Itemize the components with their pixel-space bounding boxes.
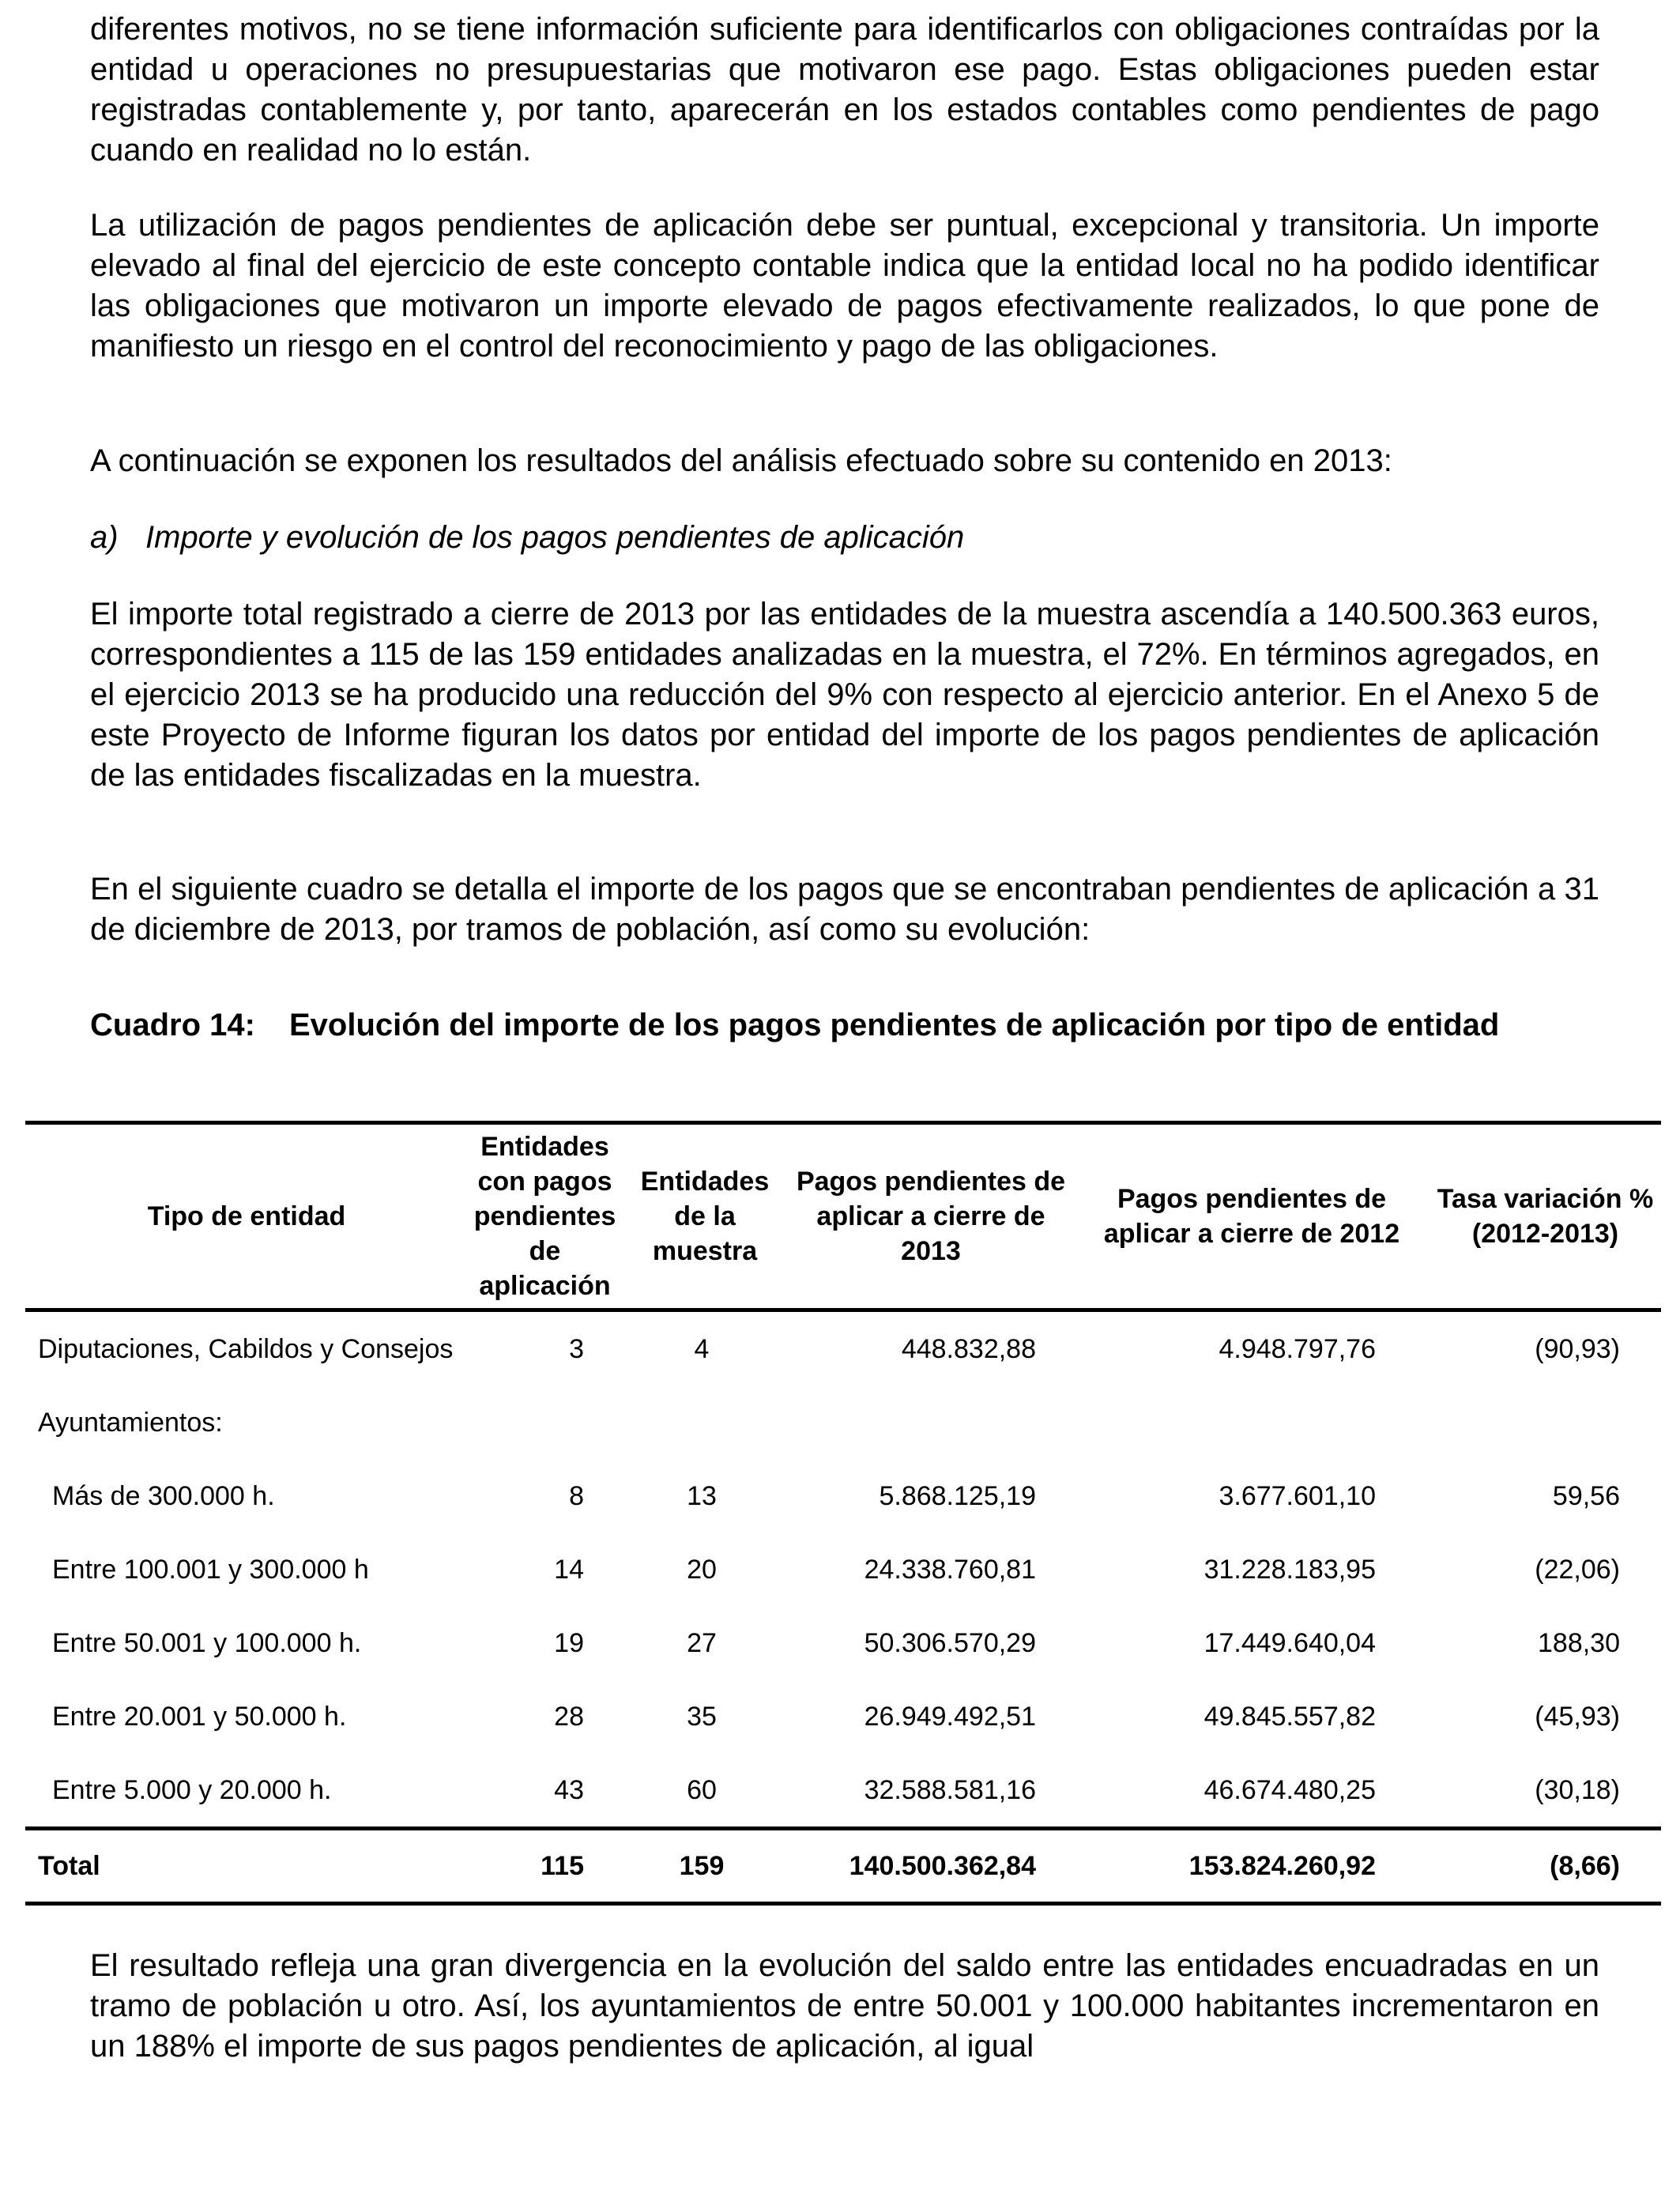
section-marker: a): [90, 520, 119, 555]
table-row: [25, 1310, 1661, 1386]
total-muestra: 159: [679, 1850, 725, 1881]
table-row: [25, 1459, 1661, 1532]
table-header-row: [25, 1123, 1661, 1310]
cell-pagos-2013: 5.868.125,19: [879, 1480, 1036, 1511]
cell-tasa: 188,30: [1538, 1627, 1620, 1658]
cell-pagos-2012: 49.845.557,82: [1203, 1701, 1376, 1732]
total-pagos-2012: 153.824.260,92: [1188, 1850, 1376, 1881]
cell-pagos-2012: [1074, 1385, 1430, 1459]
cell-con-pagos: 3: [569, 1333, 584, 1364]
cell-tasa: (22,06): [1535, 1554, 1620, 1585]
cell-con-pagos: 43: [554, 1774, 584, 1805]
table-row: [25, 1679, 1661, 1753]
table-total-row: [25, 1829, 1661, 1904]
cell-muestra: 27: [687, 1627, 717, 1658]
caption-label: Cuadro 14:: [90, 1008, 255, 1042]
table-container: [25, 1121, 1661, 1906]
header-pagos-2012: Pagos pendientes de aplicar a cierre de 2012: [1103, 1184, 1400, 1249]
cell-con-pagos: 8: [569, 1480, 584, 1511]
cell-tasa: (30,18): [1535, 1774, 1620, 1805]
cell-con-pagos: 14: [554, 1554, 584, 1585]
paragraph-utilizacion: La utilización de pagos pendientes de aplicación debe ser puntual, excepcional y transitoria. Un importe elevado al final del ejercicio de este concepto contable indica que la entidad local no ha podido identificar las obligaciones que motivaron un importe elevado de pagos efectivamente realizados, lo que pone de manifiesto un riesgo en el control del reconocimiento y pago de las obligaciones.: [90, 208, 1599, 364]
cell-pagos-2013: 24.338.760,81: [864, 1554, 1036, 1585]
data-table: [25, 1121, 1661, 1906]
table-row: [25, 1753, 1661, 1829]
cell-con-pagos: 19: [554, 1627, 584, 1658]
paragraph-resultado: El resultado refleja una gran divergencia en la evolución del saldo entre las entidades encuadradas en un tramo de población u otro. Así, los ayuntamientos de entre 50.001 y 100.000 habitantes incrementaron en un 188% el importe de sus pagos pendientes de aplicación, al igual: [90, 1948, 1599, 2064]
cell-pagos-2013: 32.588.581,16: [864, 1774, 1036, 1805]
cell-pagos-2012: 4.948.797,76: [1219, 1333, 1376, 1364]
paragraph-continuacion: A continuación se exponen los resultados del análisis efectuado sobre su contenido en 2013:: [90, 443, 1392, 478]
header-tasa: Tasa variación % (2012-2013): [1437, 1184, 1654, 1249]
cell-tipo: Más de 300.000 h.: [52, 1480, 275, 1511]
cell-pagos-2013: 50.306.570,29: [864, 1627, 1036, 1658]
cell-pagos-2013: 448.832,88: [901, 1333, 1036, 1364]
cell-tasa: (90,93): [1535, 1333, 1620, 1364]
cell-muestra: 4: [694, 1333, 710, 1364]
cell-tasa: [1430, 1385, 1661, 1459]
cell-con-pagos: 28: [554, 1701, 584, 1732]
total-con-pagos: 115: [541, 1850, 584, 1881]
cell-tipo: Diputaciones, Cabildos y Consejos: [38, 1333, 454, 1364]
cell-tipo: Entre 5.000 y 20.000 h.: [52, 1774, 332, 1805]
cell-tipo: Entre 50.001 y 100.000 h.: [52, 1627, 362, 1658]
cell-muestra: 13: [687, 1480, 717, 1511]
cell-tipo: Entre 20.001 y 50.000 h.: [52, 1701, 347, 1732]
cell-tipo: Ayuntamientos:: [38, 1407, 223, 1438]
cell-muestra: 60: [687, 1774, 717, 1805]
cell-muestra: 35: [687, 1701, 717, 1732]
header-pagos-2013: Pagos pendientes de aplicar a cierre de 2013: [796, 1167, 1066, 1266]
total-pagos-2013: 140.500.362,84: [849, 1850, 1036, 1881]
cell-con-pagos: [468, 1385, 622, 1459]
paragraph-siguiente-cuadro: En el siguiente cuadro se detalla el importe de los pagos que se encontraban pendientes de aplicación a 31 de diciembre de 2013, por tramos de población, así como su evolución:: [90, 872, 1599, 947]
total-tasa: (8,66): [1550, 1850, 1620, 1881]
header-tipo: Tipo de entidad: [147, 1201, 346, 1231]
cell-pagos-2012: 46.674.480,25: [1203, 1774, 1376, 1805]
header-muestra: Entidades de la muestra: [640, 1167, 770, 1266]
header-con-pagos: Entidades con pagos pendientes de aplicación: [473, 1132, 616, 1301]
cell-pagos-2012: 31.228.183,95: [1203, 1554, 1376, 1585]
section-heading-text: Importe y evolución de los pagos pendientes de aplicación: [145, 520, 965, 555]
paragraph-importe-total: El importe total registrado a cierre de 2013 por las entidades de la muestra ascendía a 140.500.363 euros, correspondientes a 115 de las 159 entidades analizadas en la muestra, el 72%. En términos agregados, en el ejercicio 2013 se ha producido una reducción del 9% con respecto al ejercicio anterior. En el Anexo 5 de este Proyecto de Informe figuran los datos por entidad del importe de los pagos pendientes de aplicación de las entidades fiscalizadas en la muestra.: [90, 597, 1599, 793]
cell-muestra: [622, 1385, 788, 1459]
table-row: [25, 1532, 1661, 1606]
cell-tasa: 59,56: [1552, 1480, 1620, 1511]
cell-pagos-2012: 3.677.601,10: [1219, 1480, 1376, 1511]
cell-tipo: Entre 100.001 y 300.000 h: [52, 1554, 369, 1585]
cell-pagos-2012: 17.449.640,04: [1203, 1627, 1376, 1658]
cell-pagos-2013: [788, 1385, 1074, 1459]
paragraph-obligaciones: diferentes motivos, no se tiene información suficiente para identificarlos con obligaciones contraídas por la entidad u operaciones no presupuestarias que motivaron ese pago. Estas obligaciones pueden estar registradas contablemente y, por tanto, aparecerán en los estados contables como pendientes de pago cuando en realidad no lo están.: [90, 12, 1599, 168]
table-caption: [90, 1005, 1599, 1046]
cell-muestra: 20: [687, 1554, 717, 1585]
table-row: [25, 1385, 1661, 1459]
total-label: Total: [38, 1850, 100, 1881]
caption-text: Evolución del importe de los pagos pendientes de aplicación por tipo de entidad: [289, 1008, 1500, 1042]
cell-tasa: (45,93): [1535, 1701, 1620, 1732]
cell-pagos-2013: 26.949.492,51: [864, 1701, 1036, 1732]
table-row: [25, 1606, 1661, 1679]
section-heading-a: [90, 518, 1599, 558]
